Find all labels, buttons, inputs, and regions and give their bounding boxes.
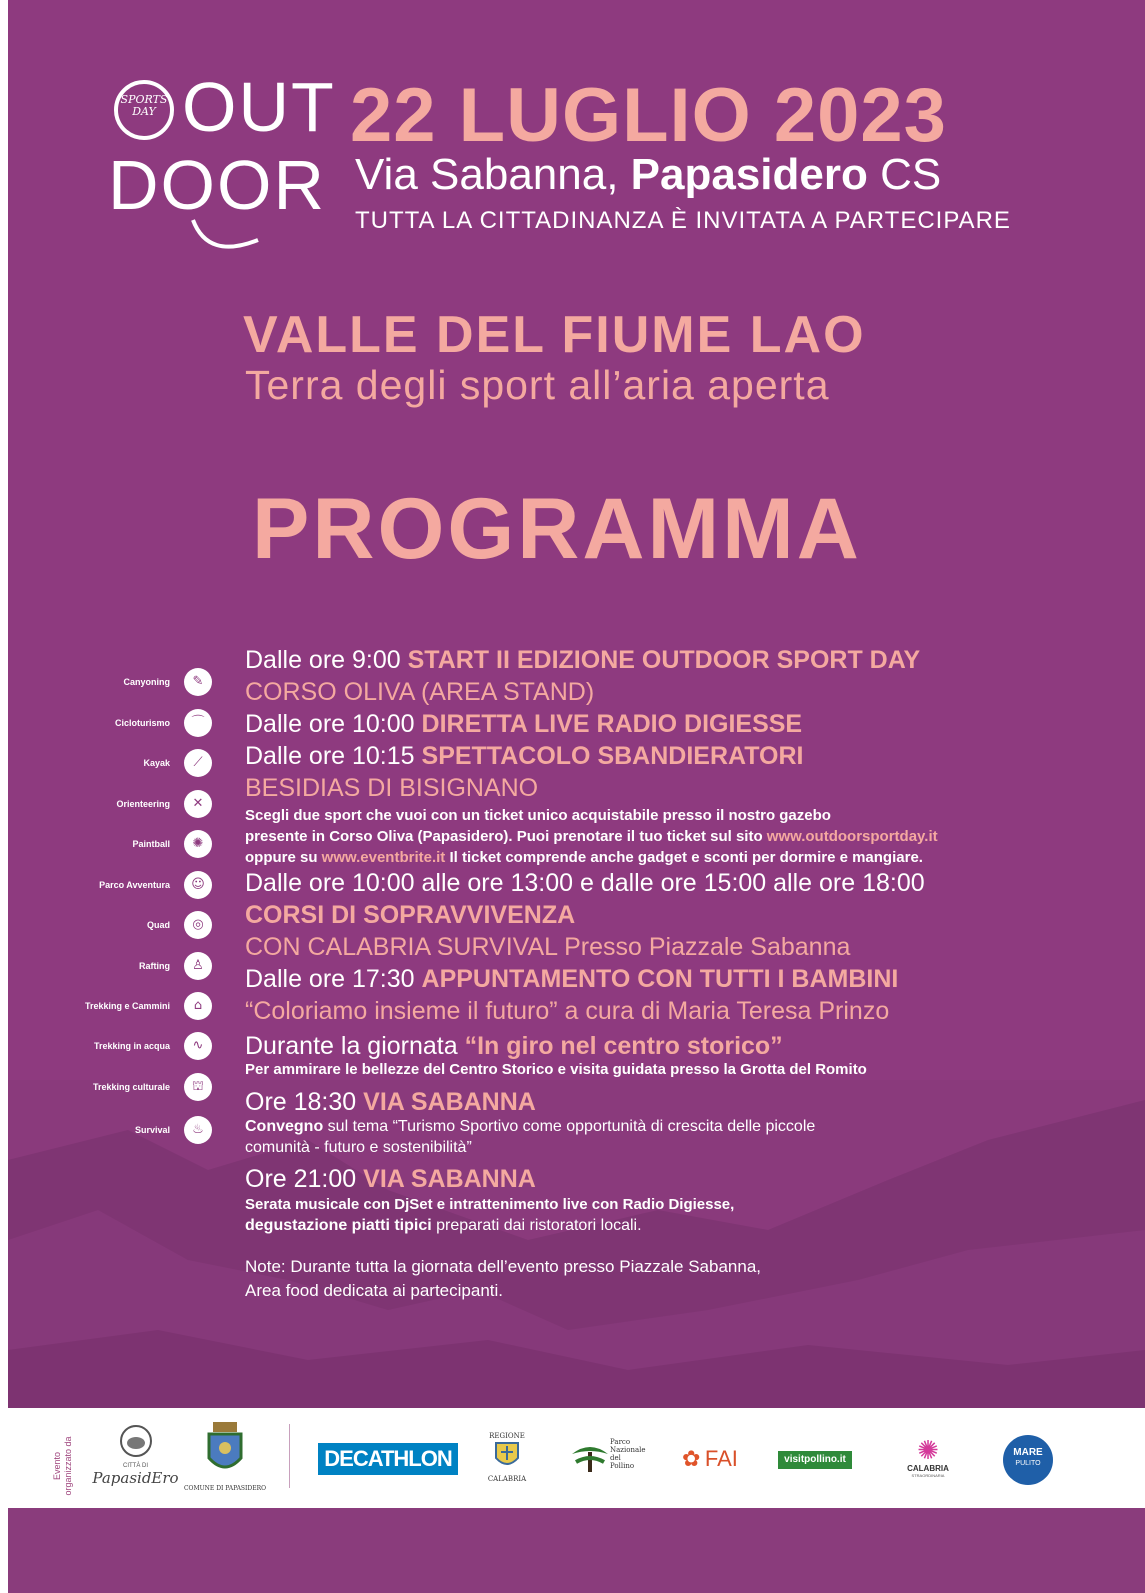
event-title: VIA SABANNA [363, 1088, 536, 1116]
program-line-giro [245, 1032, 783, 1061]
calabria-sub-text: STRAORDINARIA [911, 1473, 945, 1478]
rafting-icon: ♙ [184, 952, 212, 980]
parco-pollino-logo [570, 1438, 660, 1484]
program-line-start [245, 646, 920, 675]
decathlon-logo: DECATHLON [318, 1443, 458, 1475]
text: Il ticket comprende anche gadget e sconti per dormire e mangiare. [445, 849, 923, 866]
calabria-straordinaria-logo [893, 1436, 963, 1478]
program-line-survival: CON CALABRIA SURVIVAL Presso Piazzale Sabanna [245, 933, 851, 961]
bicycle-icon: ⌒ [184, 709, 212, 737]
program-line-corsi: CORSI DI SOPRAVVIVENZA [245, 901, 576, 929]
sport-label: Rafting [139, 961, 170, 971]
program-line-grotta: Per ammirare le bellezze del Centro Storico e visita guidata presso la Grotta del Romito [245, 1061, 867, 1078]
time: Dalle ore 9:00 [245, 646, 408, 674]
serata-text-2 [245, 1215, 642, 1237]
serata-text-1: Serata musicale con DjSet e intrattenimento live con Radio Digiesse, [245, 1196, 735, 1213]
canyoning-icon: ✎ [184, 668, 212, 696]
program-line-sbandieratori [245, 742, 803, 771]
sport-label: Canyoning [123, 677, 170, 687]
fai-flower-icon: ✿ [682, 1446, 701, 1471]
logo-door: DOOR [108, 146, 326, 224]
event-title: “In giro nel centro storico” [464, 1032, 783, 1060]
regione-text: REGIONE [489, 1432, 525, 1440]
left-border [0, 0, 8, 1593]
program-line-besidias: BESIDIAS DI BISIGNANO [245, 774, 539, 802]
text: oppure su [245, 849, 322, 866]
note-text-2: Area food dedicata ai partecipanti. [245, 1281, 504, 1300]
organized-by-label [48, 1423, 78, 1503]
event-title: VIA SABANNA [363, 1165, 536, 1193]
parco-text-2: Nazionale [610, 1446, 646, 1454]
sport-label: Trekking in acqua [93, 1041, 170, 1051]
logo-out: OUT [182, 68, 336, 146]
programma-heading: PROGRAMMA [252, 481, 862, 577]
ticket-text-3 [245, 847, 923, 868]
convegno-text-1 [245, 1116, 815, 1138]
fai-text: FAI [704, 1446, 738, 1471]
program-line-radio [245, 710, 802, 739]
kayak-icon: ⟋ [184, 749, 212, 777]
footer-divider [289, 1424, 290, 1488]
event-title: SPETTACOLO SBANDIERATORI [421, 742, 804, 770]
text: preparati dai ristoratori locali. [431, 1217, 642, 1234]
pine-tree-icon [570, 1440, 610, 1476]
text: Durante la giornata [245, 1032, 465, 1060]
org-line1: Evento [52, 1451, 62, 1481]
water-trekking-icon: ∿ [184, 1032, 212, 1060]
event-date: 22 LUGLIO 2023 [350, 73, 947, 158]
mare-pulito-logo [1003, 1435, 1053, 1485]
adventure-park-icon: ☺ [184, 871, 212, 899]
parco-text-3: del [610, 1454, 621, 1462]
ticket-text-1: Scegli due sport che vuoi con un ticket unico acquistabile presso il nostro gazebo [245, 807, 831, 824]
terra-subtitle: Terra degli sport all’aria aperta [245, 362, 830, 408]
papasidero-logo [88, 1424, 183, 1487]
venue-street: Via Sabanna, [355, 150, 631, 199]
logo-sports-day [116, 94, 172, 118]
program-line-convegno-time [245, 1088, 536, 1117]
calabria-brand-text: CALABRIA [907, 1464, 949, 1473]
cultural-trekking-icon: ⛫ [184, 1073, 212, 1101]
text: presente in Corso Oliva (Papasidero). Puoi prenotare il tuo ticket sul sito [245, 828, 767, 845]
papasidero-small: CITTÀ DI [123, 1463, 148, 1469]
program-line-serata-time [245, 1165, 536, 1194]
trekking-boot-icon: ⌂ [184, 992, 212, 1020]
eventbrite-link[interactable]: www.eventbrite.it [321, 849, 446, 866]
ticket-text-2 [245, 826, 938, 847]
event-title: START II EDIZIONE OUTDOOR SPORT DAY [407, 646, 921, 674]
paintball-icon: ✺ [184, 830, 212, 858]
parco-text-1: Parco [610, 1438, 631, 1446]
sunburst-icon: ✺ [917, 1435, 939, 1465]
program-line-hours: Dalle ore 10:00 alle ore 13:00 e dalle ore 15:00 alle ore 18:00 [245, 869, 925, 897]
comune-text: COMUNE DI PAPASIDERO [183, 1485, 267, 1492]
sport-label: Survival [134, 1125, 170, 1135]
logo-sports-text: SPORTS [120, 93, 168, 106]
time: Ore 21:00 [245, 1165, 364, 1193]
event-title: DIRETTA LIVE RADIO DIGIESSE [421, 710, 803, 738]
text: degustazione piatti tipici [245, 1217, 432, 1234]
outdoorsportday-link[interactable]: www.outdoorsportday.it [766, 828, 938, 845]
sport-label: Trekking e Cammini [84, 1001, 170, 1011]
sport-label: Paintball [132, 839, 170, 849]
footer-bottom-band [8, 1508, 1145, 1593]
sport-label: Quad [146, 920, 170, 930]
note-text-1: Note: Durante tutta la giornata dell’evento presso Piazzale Sabanna, [245, 1257, 761, 1276]
sport-label: Trekking culturale [92, 1082, 170, 1092]
papasidero-emblem-icon [118, 1424, 154, 1458]
venue-town: Papasidero [630, 150, 868, 199]
time: Dalle ore 10:15 [245, 742, 422, 770]
visitpollino-logo: visitpollino.it [778, 1451, 852, 1469]
valle-title: VALLE DEL FIUME LAO [243, 306, 866, 364]
outdoor-logo [108, 68, 336, 255]
event-venue [355, 150, 941, 200]
time: Ore 18:30 [245, 1088, 364, 1116]
logo-day-text: DAY [132, 105, 156, 118]
sponsor-footer [8, 1408, 1145, 1508]
text: Convegno [245, 1118, 324, 1135]
fai-logo [682, 1446, 738, 1472]
regione-calabria-logo [480, 1432, 534, 1483]
program-line-bambini [245, 965, 898, 994]
campfire-icon: ♨ [184, 1116, 212, 1144]
sport-label: Cicloturismo [114, 718, 170, 728]
pulito-text: PULITO [1015, 1460, 1041, 1467]
comune-crest-icon [203, 1418, 247, 1480]
venue-province: CS [867, 150, 942, 199]
time: Dalle ore 17:30 [245, 965, 422, 993]
parco-text-4: Pollino [610, 1462, 635, 1470]
program-line-corso: CORSO OLIVA (AREA STAND) [245, 678, 595, 706]
regione-crest-icon [493, 1440, 521, 1470]
text: sul tema “Turismo Sportivo come opportunità di crescita delle piccole [323, 1118, 816, 1135]
convegno-text-2: comunità - futuro e sostenibilità” [245, 1139, 472, 1156]
comune-logo [180, 1418, 270, 1492]
program-line-coloriamo: “Coloriamo insieme il futuro” a cura di Maria Teresa Prinzo [245, 997, 890, 1025]
sport-label: Kayak [143, 758, 170, 768]
time: Dalle ore 10:00 [245, 710, 422, 738]
org-line2: organizzato da [63, 1436, 73, 1496]
quad-icon: ◎ [184, 911, 212, 939]
mare-text: MARE [1013, 1447, 1043, 1458]
calabria-text: CALABRIA [487, 1475, 527, 1483]
papasidero-text: PapasidEro [92, 1469, 179, 1487]
invite-text: TUTTA LA CITTADINANZA È INVITATA A PARTECIPARE [355, 207, 1011, 234]
sport-label: Orienteering [116, 799, 170, 809]
sport-label: Parco Avventura [99, 880, 170, 890]
orienteering-icon: ✕ [184, 790, 212, 818]
event-title: APPUNTAMENTO CON TUTTI I BAMBINI [421, 965, 899, 993]
